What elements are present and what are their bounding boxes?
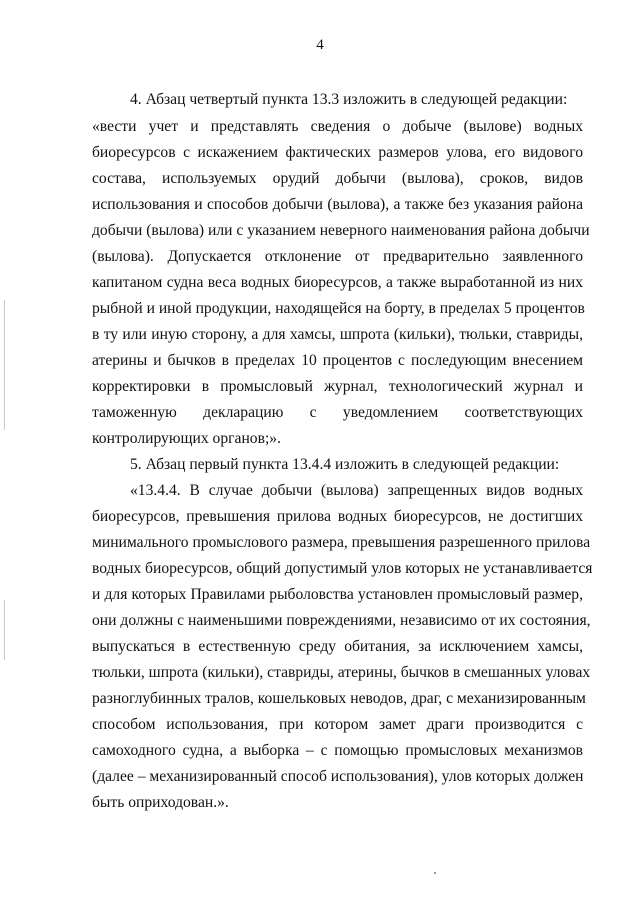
text-line: корректировки в промысловый журнал, технологический журнал и [92, 378, 583, 395]
text-line: состава, используемых орудий добычи (вылова), сроков, видов [92, 170, 583, 187]
text-line: и для которых Правилами рыболовства установлен промысловый размер, [92, 586, 583, 603]
text-line: минимального промыслового размера, превышения разрешенного прилова [92, 534, 591, 551]
text-line: таможенную декларацию с уведомлением соответствующих [92, 404, 583, 421]
text-line: биоресурсов с искажением фактических размеров улова, его видового [92, 144, 583, 161]
text-line: они должны с наименьшими повреждениями, независимо от их состояния, [92, 612, 591, 629]
text-line: использования и способов добычи (вылова), а также без указания района [92, 196, 583, 213]
text-line: способом использования, при котором замет драги производится с [92, 716, 583, 733]
text-line: быть оприходован.». [92, 794, 229, 811]
scan-speck [434, 872, 436, 874]
paragraph-4-heading: 4. Абзац четвертый пункта 13.3 изложить в следующей редакции: [130, 91, 568, 108]
text-line: биоресурсов, превышения прилова водных биоресурсов, не достигших [92, 508, 583, 525]
scan-edge-mark [4, 600, 5, 660]
text-line: (вылова). Допускается отклонение от предварительно заявленного [92, 248, 583, 265]
page-number: 4 [316, 37, 324, 53]
text-line: (далее – механизированный способ использования), улов которых должен [92, 768, 584, 785]
text-line: атерины и бычков в пределах 10 процентов с последующим внесением [92, 352, 583, 369]
text-line: контролирующих органов;». [92, 430, 281, 447]
text-line: разноглубинных тралов, кошельковых неводов, драг, с механизированным [92, 690, 586, 707]
text-line: капитаном судна веса водных биоресурсов, а также выработанной из них [92, 274, 583, 291]
text-line: выпускаться в естественную среду обитания, за исключением хамсы, [92, 638, 583, 655]
text-line: в ту или иную сторону, а для хамсы, шпрота (кильки), тюльки, ставриды, [92, 326, 583, 343]
text-line: добычи (вылова) или с указанием неверного наименования района добычи [92, 222, 590, 239]
text-line: рыбной и иной продукции, находящейся на борту, в пределах 5 процентов [92, 300, 585, 317]
paragraph-5-heading: 5. Абзац первый пункта 13.4.4 изложить в следующей редакции: [130, 456, 560, 473]
text-line: «13.4.4. В случае добычи (вылова) запрещенных видов водных [130, 482, 583, 499]
text-line: самоходного судна, а выборка – с помощью промысловых механизмов [92, 742, 583, 759]
text-line: «вести учет и представлять сведения о добыче (вылове) водных [92, 118, 583, 135]
scan-edge-mark [4, 300, 5, 430]
text-line: тюльки, шпрота (кильки), ставриды, атерины, бычков в смешанных уловах [92, 664, 591, 681]
text-line: водных биоресурсов, общий допустимый улов которых не устанавливается [92, 560, 593, 577]
